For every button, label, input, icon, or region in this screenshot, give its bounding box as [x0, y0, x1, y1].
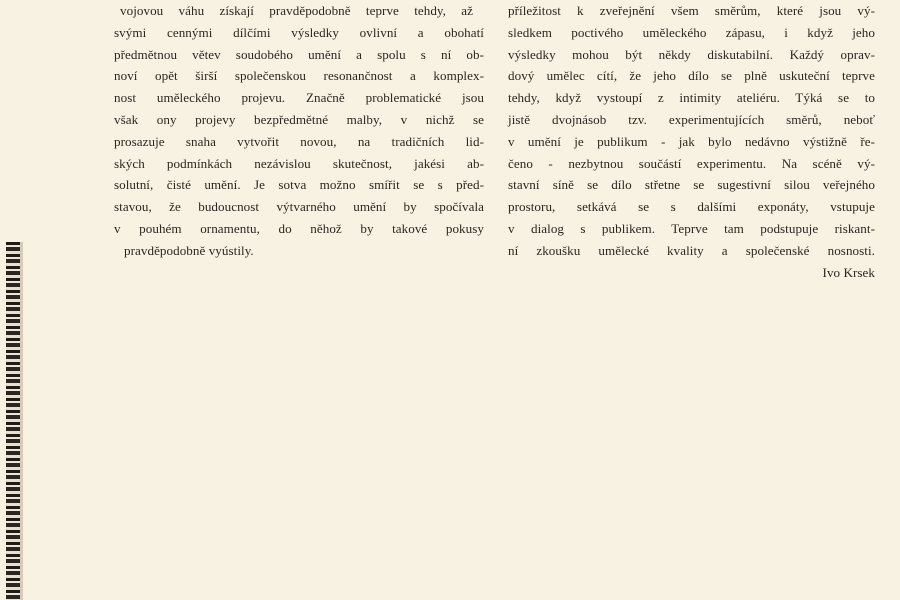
right-text-line-12: ní zkoušku umělecké kvality a společenské nosnosti.: [508, 242, 875, 258]
right-text-line-8: čeno - nezbytnou součástí experimentu. Na scéně vý-: [508, 155, 875, 171]
left-text-line-9: solutní, čisté umění. Je sotva možno smířit se s před-: [114, 177, 484, 193]
right-text-line-7: v umění je publikum - jak bylo nedávno výstižně ře-: [508, 133, 875, 149]
left-text-line-10: stavou, že budoucnost výtvarného umění by spočívala: [114, 199, 484, 215]
right-text-line-5: tehdy, když vystoupí z intimity ateliéru. Týká se to: [508, 90, 875, 106]
left-text-line-5: nost uměleckého projevu. Značně problematické jsou: [114, 90, 484, 106]
right-text-line-4: dový umělec cítí, že jeho dílo se plně uskuteční teprve: [508, 68, 875, 84]
left-text-line-7: prosazuje snaha vytvořit novou, na tradičních lid-: [114, 133, 484, 149]
right-text-line-2: sledkem poctivého uměleckého zápasu, i když jeho: [508, 24, 875, 40]
left-text-line-1: vojovou váhu získají pravděpodobně teprve tehdy, až: [120, 3, 473, 18]
author-signature: Ivo Krsek: [822, 264, 875, 280]
right-text-line-10: prostoru, setkává se s dalšími exponáty, vstupuje: [508, 199, 875, 215]
right-text-line-3: výsledky mohou být někdy diskutabilní. Každý oprav-: [508, 46, 875, 62]
left-page-shadow: [20, 242, 23, 600]
right-text-column: [508, 0, 875, 283]
left-text-line-12: pravděpodobně vyústily.: [124, 242, 254, 258]
left-text-line-2: svými cennými dílčími výsledky ovlivní a obohatí: [114, 24, 484, 40]
left-scan-edge: [6, 242, 20, 600]
right-text-line-9: stavní síně se dílo střetne se sugestivní silou veřejného: [508, 177, 875, 193]
left-text-line-4: noví opět širší společenskou resonančnost a komplex-: [114, 68, 484, 84]
left-text-line-6: však ony projevy bezpředmětné malby, v nichž se: [114, 111, 484, 127]
left-text-line-11: v pouhém ornamentu, do něhož by takové pokusy: [114, 220, 484, 236]
right-text-line-6: jistě dvojnásob tzv. experimentujících směrů, neboť: [508, 111, 875, 127]
right-text-line-1: příležitost k zveřejnění všem směrům, které jsou vý-: [508, 3, 875, 18]
right-text-line-11: v dialog s publikem. Teprve tam podstupuje riskant-: [508, 220, 875, 236]
left-text-line-8: ských podmínkách nezávislou skutečnost, jakési ab-: [114, 155, 484, 171]
left-text-column: [114, 0, 484, 262]
left-text-line-3: předmětnou větev soudobého umění a spolu s ní ob-: [114, 46, 484, 62]
